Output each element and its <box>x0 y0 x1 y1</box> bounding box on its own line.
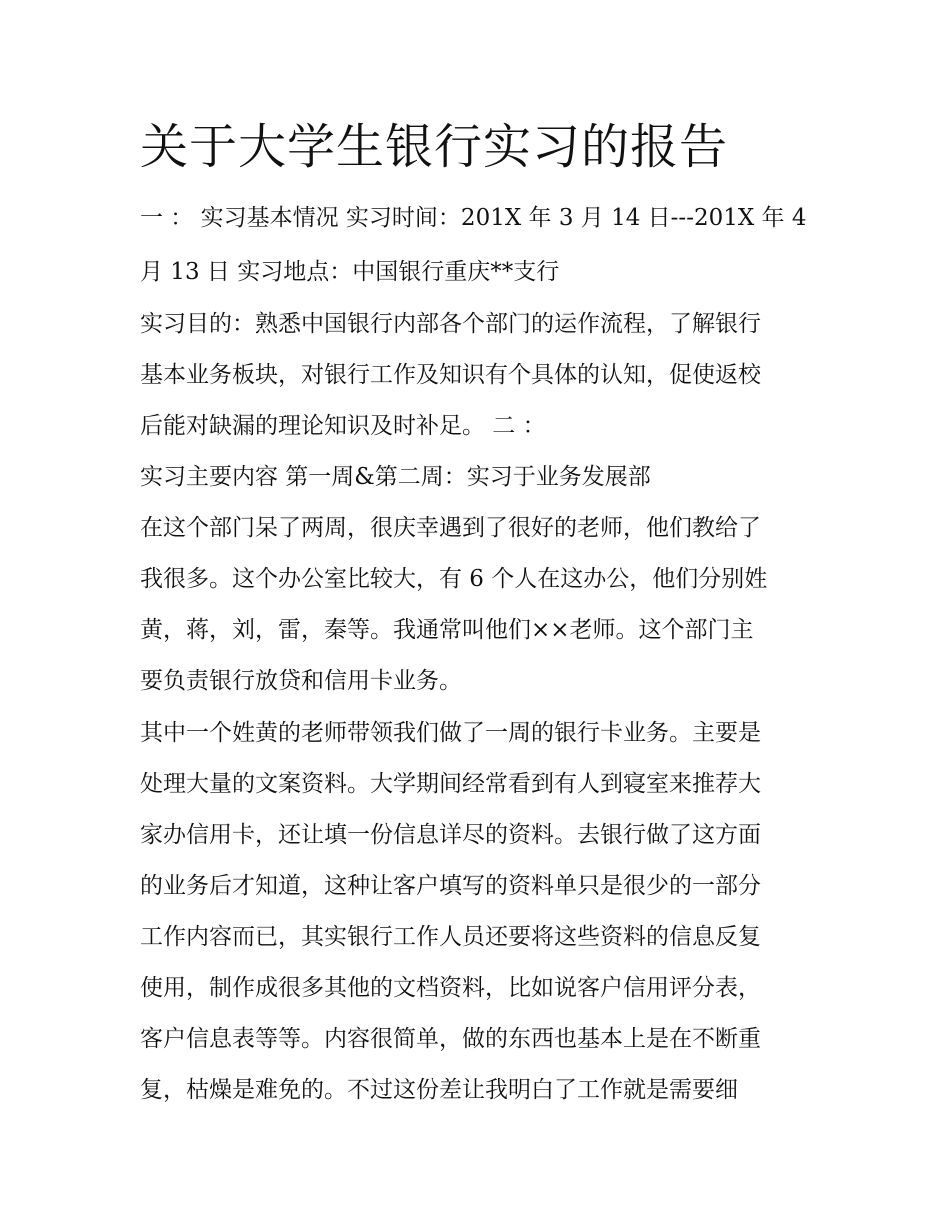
text-line: 一 ： 实习基本情况 实习时间：201X 年 3 月 14 日---201X 年 4 <box>140 205 807 231</box>
text-line: 使用，制作成很多其他的文档资料，比如说客户信用评分表， <box>140 975 761 1001</box>
text-line: 基本业务板块，对银行工作及知识有个具体的认知，促使返校 <box>140 362 761 388</box>
text-line: 复，枯燥是难免的。不过这份差让我明白了工作就是需要细 <box>140 1077 738 1103</box>
text-line: 要负责银行放贷和信用卡业务。 <box>140 668 462 694</box>
text-line: 月 13 日 实习地点：中国银行重庆**支行 <box>140 259 560 285</box>
text-line: 工作内容而已，其实银行工作人员还要将这些资料的信息反复 <box>140 924 761 950</box>
text-line: 实习主要内容 第一周&第二周：实习于业务发展部 <box>140 464 651 490</box>
text-line: 客户信息表等等。内容很简单，做的东西也基本上是在不断重 <box>140 1026 761 1052</box>
text-line: 其中一个姓黄的老师带领我们做了一周的银行卡业务。主要是 <box>140 720 761 746</box>
text-line: 的业务后才知道，这种让客户填写的资料单只是很少的一部分 <box>140 873 761 899</box>
text-line: 后能对缺漏的理论知识及时补足。 二 ： <box>140 413 546 439</box>
text-line: 实习目的：熟悉中国银行内部各个部门的运作流程，了解银行 <box>140 311 761 337</box>
text-line: 家办信用卡，还让填一份信息详尽的资料。去银行做了这方面 <box>140 822 761 848</box>
text-line: 处理大量的文案资料。大学期间经常看到有人到寝室来推荐大 <box>140 771 761 797</box>
text-line: 我很多。这个办公室比较大，有 6 个人在这办公，他们分别姓 <box>140 566 768 592</box>
text-line: 在这个部门呆了两周，很庆幸遇到了很好的老师，他们教给了 <box>140 515 761 541</box>
text-line: 黄，蒋，刘，雷，秦等。我通常叫他们××老师。这个部门主 <box>140 617 754 643</box>
document-title: 关于大学生银行实习的报告 <box>140 119 729 175</box>
